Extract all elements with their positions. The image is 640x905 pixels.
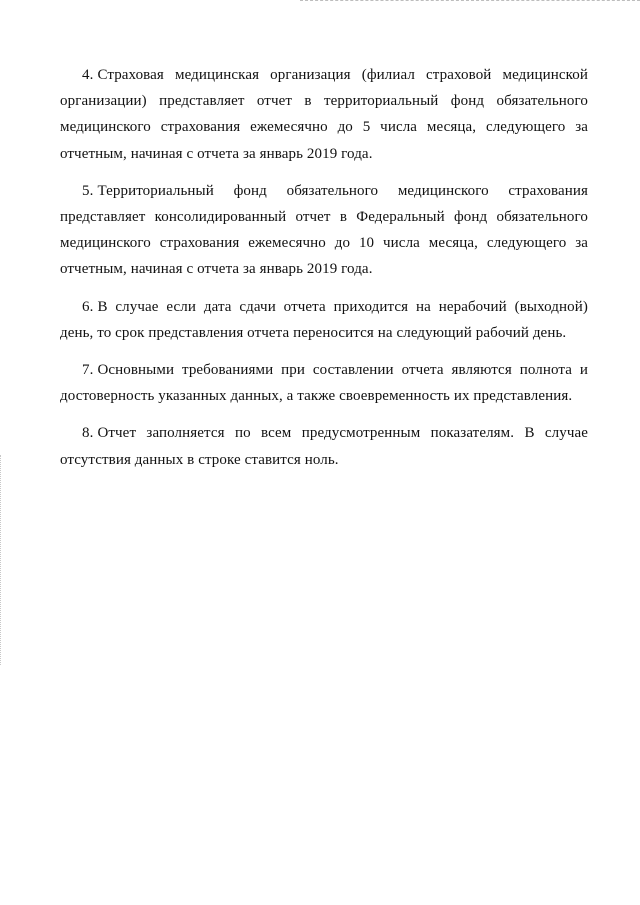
paragraph-text: Отчет заполняется по всем предусмотренным показателям. В случае отсутствия данных в строке ставится ноль. [60, 425, 588, 468]
paragraph-6 [60, 294, 588, 346]
paragraph-number: 8. [82, 425, 94, 442]
paragraph-number: 6. [82, 298, 94, 315]
paragraph-text: Основными требованиями при составлении отчета являются полнота и достоверность указанных данных, а также своевременность их представления. [60, 362, 588, 405]
paragraph-text: Страховая медицинская организация (филиал страховой медицинской организации) представляет отчет в территориальный фонд обязательного медицинского страхования ежемесячно до 5 числа месяца, следующего за отчетным, начиная с отчета за январь 2019 года. [60, 67, 588, 162]
paragraph-text: В случае если дата сдачи отчета приходится на нерабочий (выходной) день, то срок представления отчета переносится на следующий рабочий день. [60, 298, 588, 341]
scan-artifact-left [0, 455, 3, 665]
paragraph-5 [60, 178, 588, 283]
paragraph-7 [60, 357, 588, 409]
paragraph-8 [60, 420, 588, 472]
document-body [60, 62, 588, 484]
paragraph-number: 4. [82, 67, 94, 83]
scan-artifact-top [300, 0, 640, 4]
paragraph-number: 7. [82, 362, 94, 379]
paragraph-4 [60, 62, 588, 167]
paragraph-number: 5. [82, 182, 94, 199]
paragraph-text: Территориальный фонд обязательного медицинского страхования представляет консолидированный отчет в Федеральный фонд обязательного медицинского страхования ежемесячно до 10 числа месяца, следующего за отчетным, начиная с отчета за январь 2019 года. [60, 182, 588, 278]
